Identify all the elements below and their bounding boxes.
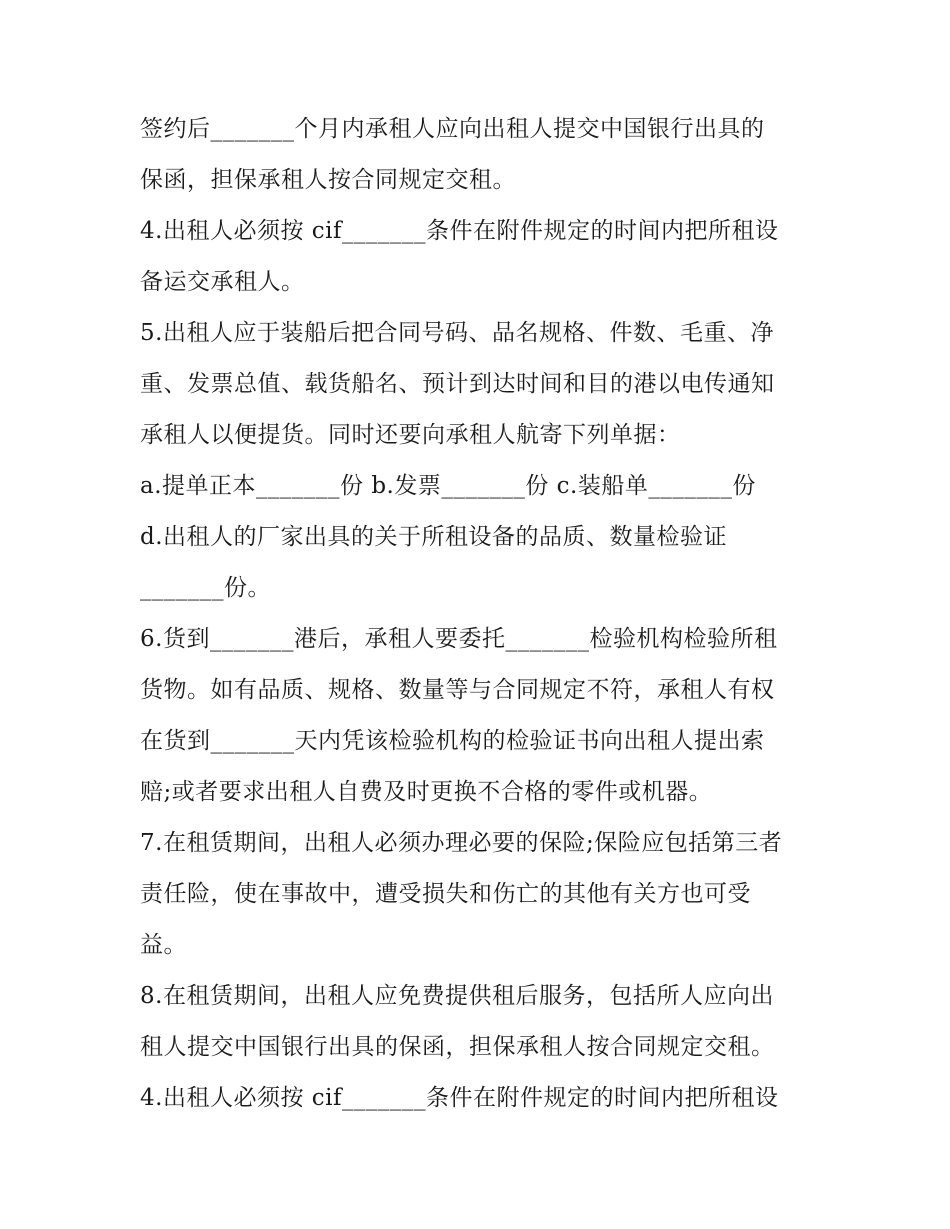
text-line: 保函，担保承租人按合同规定交租。 [140,167,516,193]
text-line: _______份。 [140,575,271,601]
text-line: a.提单正本_______份 b.发票_______份 c.装船单_______份 [140,473,756,499]
text-line: 货物。如有品质、规格、数量等与合同规定不符，承租人有权 [140,677,775,703]
contract-text [140,104,830,1124]
text-line: 赔;或者要求出租人自费及时更换不合格的零件或机器。 [140,779,713,805]
text-line: 租人提交中国银行出具的保函，担保承租人按合同规定交租。 [140,1034,775,1060]
text-line: 4.出租人必须按 cif_______条件在附件规定的时间内把所租设 [140,218,779,244]
text-line: 责任险，使在事故中，遭受损失和伤亡的其他有关方也可受 [140,881,751,907]
text-line: 备运交承租人。 [140,269,305,295]
text-line: 6.货到_______港后，承租人要委托_______检验机构检验所租 [140,626,778,652]
text-line: 7.在租赁期间，出租人必须办理必要的保险;保险应包括第三者 [140,830,783,856]
text-line: 重、发票总值、载货船名、预计到达时间和目的港以电传通知 [140,371,775,397]
text-line: d.出租人的厂家出具的关于所租设备的品质、数量检验证 [140,524,728,550]
text-line: 4.出租人必须按 cif_______条件在附件规定的时间内把所租设 [140,1085,779,1111]
text-line: 5.出租人应于装船后把合同号码、品名规格、件数、毛重、净 [140,320,774,346]
text-line: 承租人以便提货。同时还要向承租人航寄下列单据： [140,422,681,448]
text-line: 在货到_______天内凭该检验机构的检验证书向出租人提出索 [140,728,765,754]
text-line: 签约后_______个月内承租人应向出租人提交中国银行出具的 [140,116,765,142]
text-line: 益。 [140,932,187,958]
text-line: 8.在租赁期间，出租人应免费提供租后服务，包括所人应向出 [140,983,774,1009]
